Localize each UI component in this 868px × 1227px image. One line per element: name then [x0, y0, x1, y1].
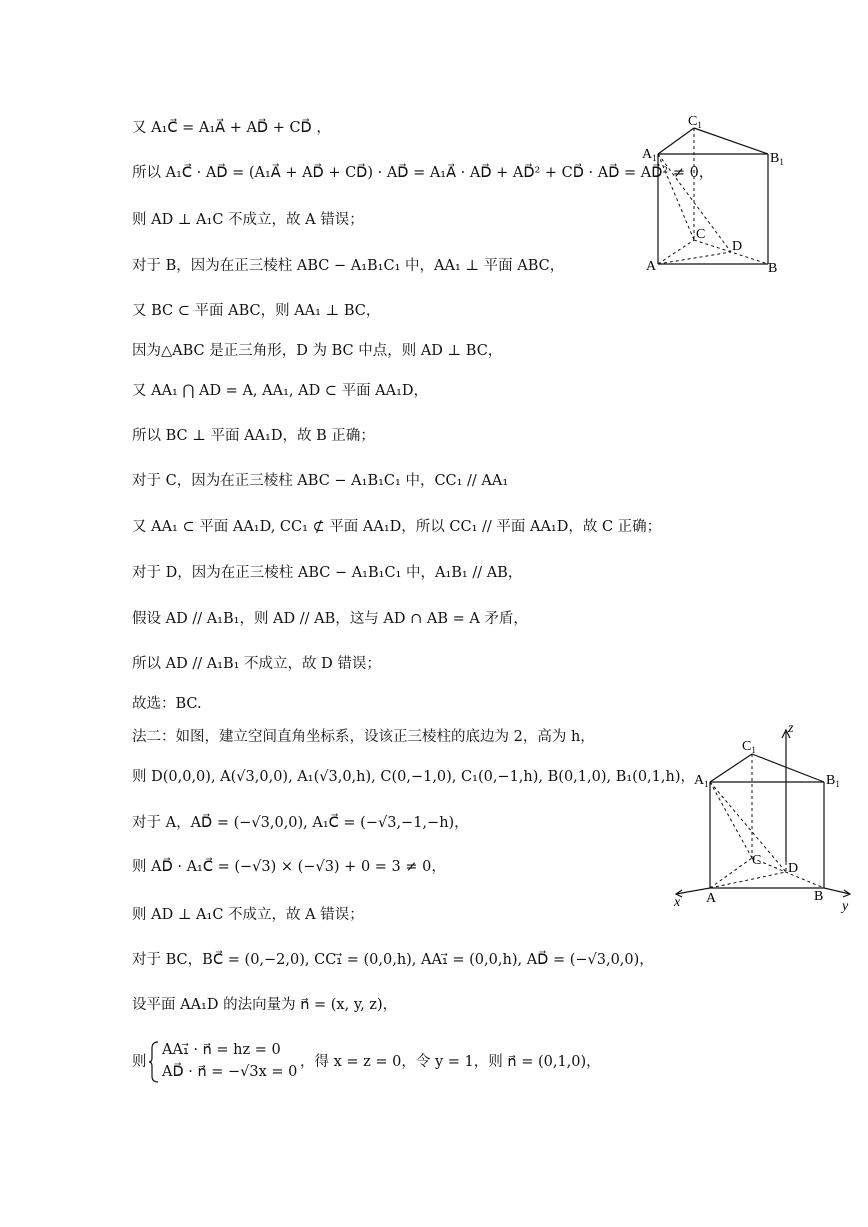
text-line-2: 所以 A₁C⃗ · AD⃗ = (A₁A⃗ + AD⃗ + CD⃗) · AD⃗ = A₁A⃗ · AD⃗ + AD⃗² + CD⃗ · AD⃗ = AD⃗² ≠ 0， — [132, 165, 714, 181]
label-A1: $A_1$ — [642, 147, 657, 163]
text-line-1: 又 A₁C⃗ = A₁A⃗ + AD⃗ + CD⃗ ， — [132, 120, 331, 136]
text-line-7: 又 AA₁ ⋂ AD = A, AA₁, AD ⊂ 平面 AA₁D， — [132, 383, 429, 399]
system-equation-1: AA₁⃗ · n⃗ = hz = 0 — [162, 1042, 281, 1058]
label-A1: $A_1$ — [694, 773, 709, 789]
label-B: B — [768, 261, 778, 276]
label-B1: $B_1$ — [826, 773, 840, 789]
text-line-11: 对于 D，因为在正三棱柱 ABC − A₁B₁C₁ 中，A₁B₁ // AB， — [132, 565, 523, 581]
text-line-9: 对于 C，因为在正三棱柱 ABC − A₁B₁C₁ 中，CC₁ // AA₁ — [132, 473, 509, 489]
system-prefix: 则 — [132, 1054, 147, 1070]
text-line-13: 所以 AD // A₁B₁ 不成立，故 D 错误； — [132, 656, 381, 672]
label-A: A — [706, 891, 717, 906]
text-line-20: 对于 BC，BC⃗ = (0,−2,0), CC₁⃗ = (0,0,h), AA₁⃗ = (0,0,h), AD⃗ = (−√3,0,0)， — [132, 952, 654, 968]
label-B: B — [814, 889, 824, 904]
text-line-21: 设平面 AA₁D 的法向量为 n⃗ = (x, y, z)， — [132, 997, 398, 1013]
system-equation-2: AD⃗ · n⃗ = −√3x = 0 — [162, 1064, 298, 1080]
label-B1: $B_1$ — [770, 151, 784, 167]
label-C: C — [752, 853, 762, 868]
system-suffix: ，得 x = z = 0，令 y = 1，则 n⃗ = (0,1,0)， — [300, 1054, 601, 1070]
text-line-12: 假设 AD // A₁B₁，则 AD // AB，这与 AD ∩ AB = A 矛盾， — [132, 611, 528, 627]
text-line-15: 法二：如图，建立空间直角坐标系，设该正三棱柱的底边为 2，高为 h， — [132, 729, 595, 745]
axis-x-label: x — [674, 895, 681, 910]
label-D: D — [732, 239, 743, 254]
label-C1: $C_1$ — [688, 114, 702, 130]
text-line-17: 对于 A，AD⃗ = (−√3,0,0), A₁C⃗ = (−√3,−1,−h)， — [132, 815, 469, 831]
axis-y-label: y — [842, 899, 849, 914]
label-C1: $C_1$ — [742, 739, 756, 755]
text-line-18: 则 AD⃗ · A₁C⃗ = (−√3) × (−√3) + 0 = 3 ≠ 0， — [132, 859, 446, 875]
text-line-14: 故选：BC. — [132, 696, 202, 712]
text-line-16: 则 D(0,0,0), A(√3,0,0), A₁(√3,0,h), C(0,−1,0), C₁(0,−1,h), B(0,1,0), B₁(0,1,h)， — [132, 769, 696, 785]
label-C: C — [696, 227, 706, 242]
label-A: A — [646, 259, 657, 274]
label-D: D — [788, 861, 799, 876]
text-line-4: 对于 B，因为在正三棱柱 ABC − A₁B₁C₁ 中，AA₁ ⊥ 平面 ABC， — [132, 258, 565, 274]
text-line-3: 则 AD ⊥ A₁C 不成立，故 A 错误； — [132, 212, 364, 228]
text-line-5: 又 BC ⊂ 平面 ABC，则 AA₁ ⊥ BC， — [132, 303, 381, 319]
left-brace — [148, 1040, 160, 1084]
axis-z-label: z — [788, 721, 794, 736]
text-line-8: 所以 BC ⊥ 平面 AA₁D，故 B 正确； — [132, 428, 375, 444]
prism-figure-1 — [638, 108, 798, 282]
text-line-6: 因为△ABC 是正三角形，D 为 BC 中点，则 AD ⊥ BC， — [132, 343, 503, 359]
text-line-10: 又 AA₁ ⊂ 平面 AA₁D, CC₁ ⊄ 平面 AA₁D，所以 CC₁ // 平面 AA₁D，故 C 正确； — [132, 519, 662, 535]
text-line-19: 则 AD ⊥ A₁C 不成立，故 A 错误； — [132, 907, 364, 923]
prism-figure-2 — [668, 718, 858, 922]
